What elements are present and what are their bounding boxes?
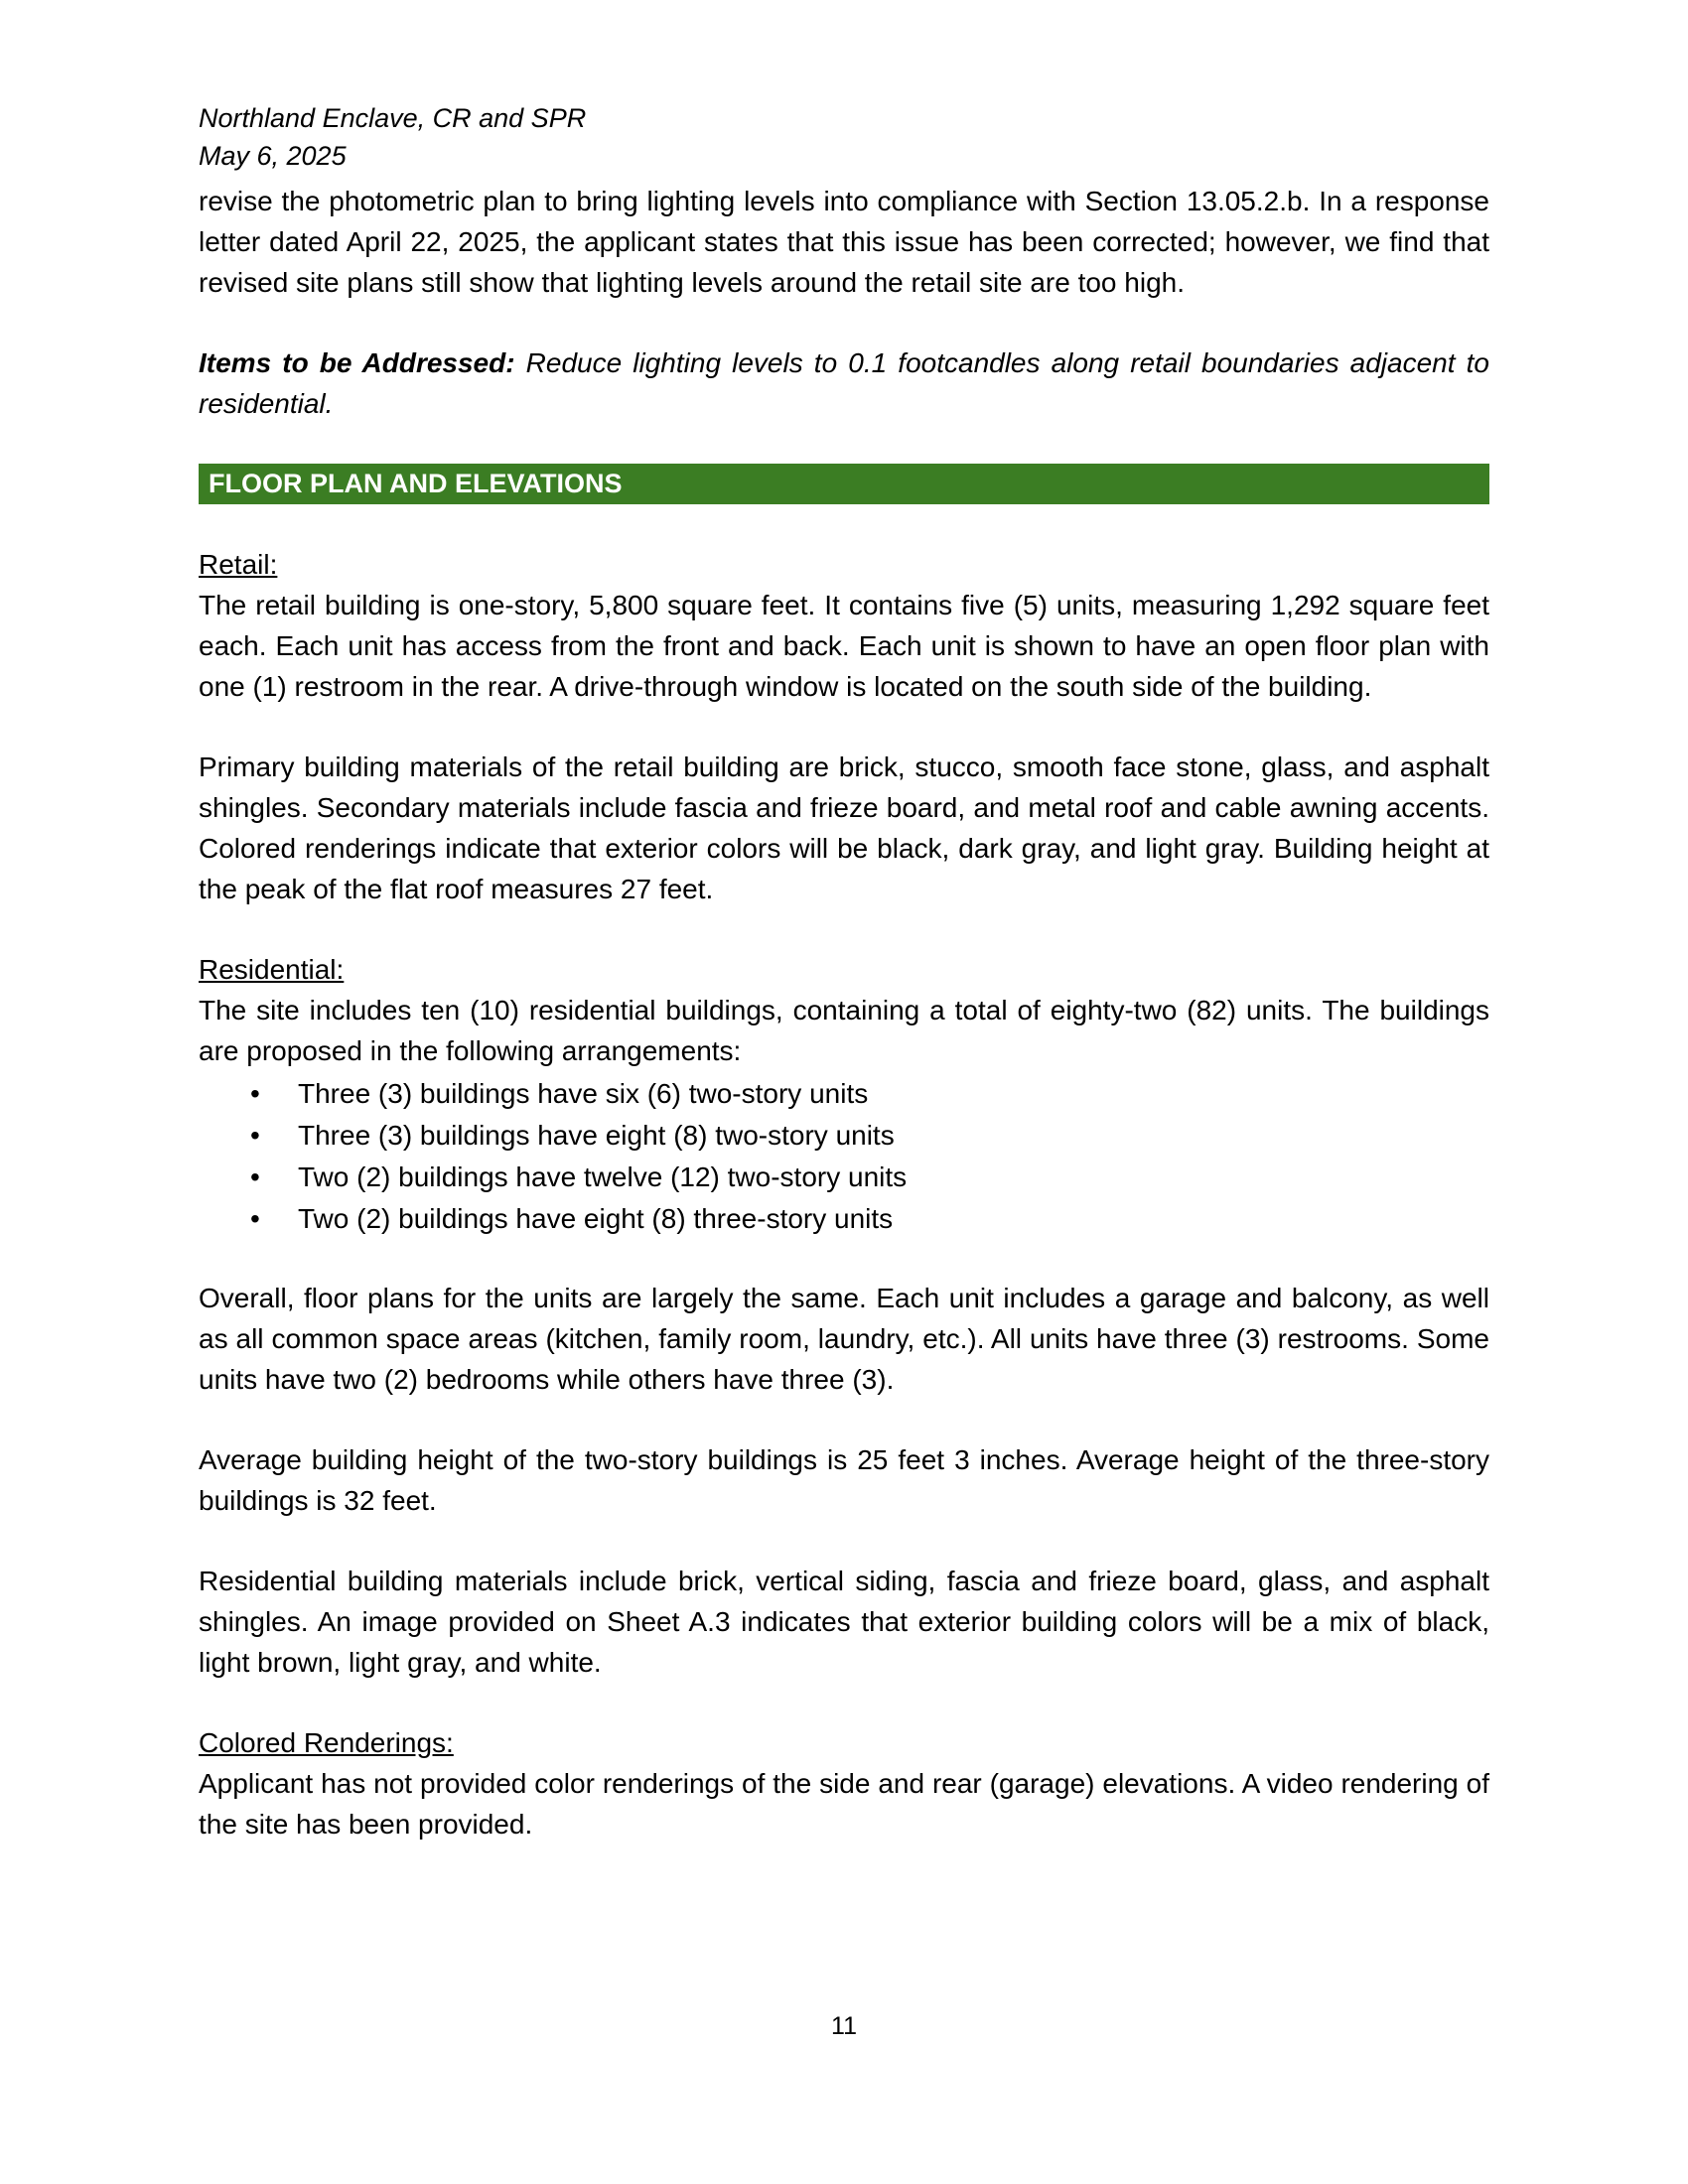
bullet-icon: • — [250, 1203, 260, 1234]
list-item-text: Three (3) buildings have eight (8) two-story units — [298, 1120, 895, 1151]
items-to-address — [199, 342, 1489, 424]
list-item-text: Two (2) buildings have eight (8) three-story units — [298, 1203, 894, 1234]
list-item — [199, 1198, 1489, 1240]
intro-paragraph: revise the photometric plan to bring lighting levels into compliance with Section 13.05.2.b. In a response letter dated April 22, 2025, the applicant states that this issue has been corrected; however, we find that revised site plans still show that lighting levels around the retail site are too high. — [199, 186, 1489, 298]
list-item-text: Two (2) buildings have twelve (12) two-story units — [298, 1161, 908, 1192]
residential-materials-paragraph: Residential building materials include brick, vertical siding, fascia and frieze board, glass, and asphalt shingles. An image provided on Sheet A.3 indicates that exterior building colors will be a mix of black, light brown, light gray, and white. — [199, 1566, 1489, 1678]
list-item — [199, 1073, 1489, 1115]
residential-floor-plans-paragraph: Overall, floor plans for the units are largely the same. Each unit includes a garage and balcony, as well as all common space areas (kitchen, family room, laundry, etc.). All units have three (3) restrooms. Some units have two (2) bedrooms while others have three (3). — [199, 1283, 1489, 1395]
document-page — [199, 99, 1489, 1844]
list-item-text: Three (3) buildings have six (6) two-story units — [298, 1078, 869, 1109]
bullet-icon: • — [250, 1078, 260, 1109]
residential-intro: The site includes ten (10) residential buildings, containing a total of eighty-two (82) units. The buildings are proposed in the following arrangements: — [199, 995, 1489, 1066]
retail-heading: Retail: — [199, 549, 278, 580]
list-item — [199, 1115, 1489, 1157]
bullet-icon: • — [250, 1161, 260, 1192]
items-to-address-label: Items to be Addressed: — [199, 347, 515, 378]
colored-renderings-heading: Colored Renderings: — [199, 1727, 454, 1758]
retail-paragraph-materials: Primary building materials of the retail building are brick, stucco, smooth face stone, glass, and asphalt shingles. Secondary materials include fascia and frieze board, and metal roof and cable awning accents. Colored renderings indicate that exterior colors will be black, dark gray, and light gray. Building height at the peak of the flat roof measures 27 feet. — [199, 751, 1489, 904]
header-project-title: Northland Enclave, CR and SPR — [199, 103, 587, 133]
list-item — [199, 1157, 1489, 1198]
building-arrangement-list — [199, 1073, 1489, 1240]
residential-heading: Residential: — [199, 954, 345, 985]
retail-paragraph-layout: The retail building is one-story, 5,800 square feet. It contains five (5) units, measuring 1,292 square feet each. Each unit has access from the front and back. Each unit is shown to have an open floor plan with one (1) restroom in the rear. A drive-through window is located on the south side of the building. — [199, 590, 1489, 702]
colored-renderings-paragraph: Applicant has not provided color renderings of the side and rear (garage) elevations. A video rendering of the site has been provided. — [199, 1768, 1489, 1840]
section-heading-floor-plan: FLOOR PLAN AND ELEVATIONS — [199, 464, 1489, 504]
bullet-icon: • — [250, 1120, 260, 1151]
residential-height-paragraph: Average building height of the two-story buildings is 25 feet 3 inches. Average height of the three-story buildings is 32 feet. — [199, 1444, 1489, 1516]
items-to-address-text: Reduce lighting levels to 0.1 footcandles along retail boundaries adjacent to residential. — [199, 347, 1489, 419]
header-date: May 6, 2025 — [199, 141, 347, 171]
page-number: 11 — [831, 2012, 857, 2040]
